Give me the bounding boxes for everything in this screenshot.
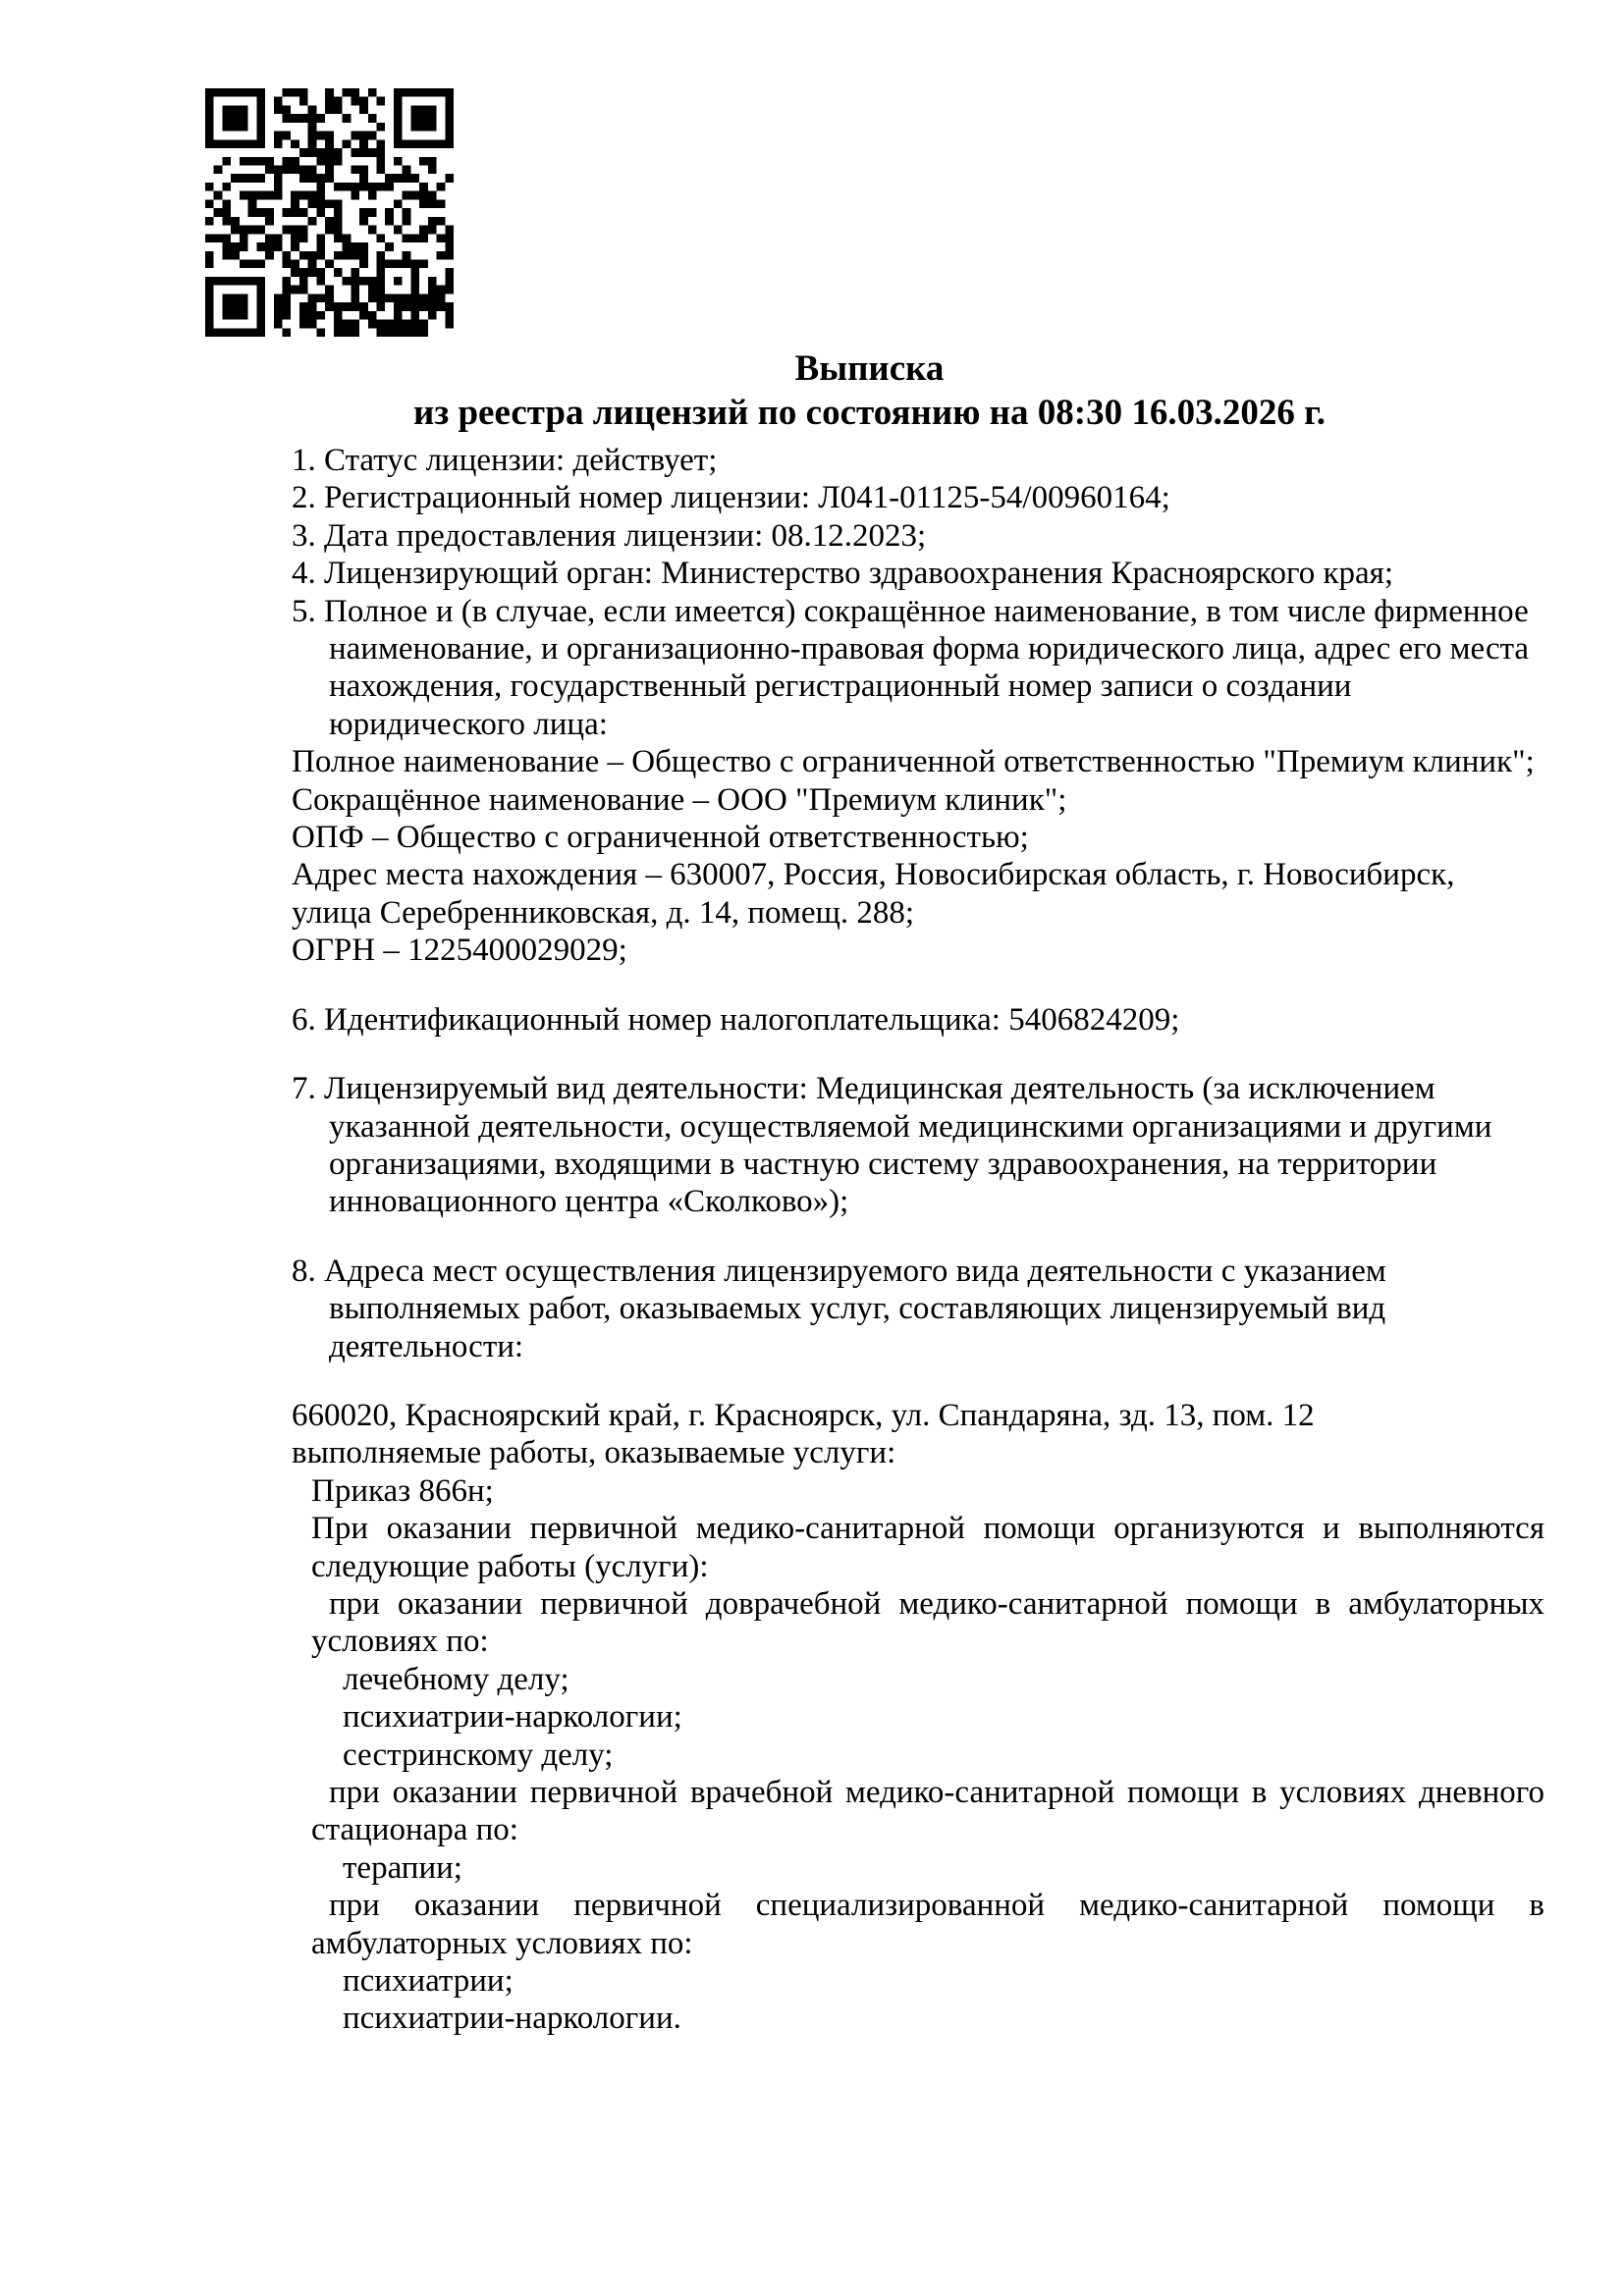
works-services-line: стационара по: xyxy=(311,1812,518,1848)
qr-code-icon xyxy=(205,88,454,337)
licensed-activity-line: 7. Лицензируемый вид деятельности: Медицинская деятельность (за исключением xyxy=(292,1071,1435,1107)
works-services-line: при оказании первичной доврачебной медико-санитарной помощи в амбулаторных xyxy=(329,1585,1544,1622)
name-section-line: наименование, и организационно-правовая форма юридического лица, адрес его места xyxy=(329,631,1530,667)
document-title: Выписка xyxy=(794,348,945,389)
works-services-line: При оказании первичной медико-санитарной помощи организуются и выполняются xyxy=(311,1511,1544,1547)
works-services-line: при оказании первичной врачебной медико-санитарной помощи в условиях дневного xyxy=(329,1775,1544,1810)
inn-line: 6. Идентификационный номер налогоплательщика: 5406824209; xyxy=(292,1001,1180,1038)
works-services-line: условиях по: xyxy=(311,1624,489,1660)
document-content xyxy=(292,347,1544,2038)
activity-addresses-line: деятельности: xyxy=(329,1328,524,1364)
works-services-line: при оказании первичной специализированной медико-санитарной помощи в xyxy=(329,1888,1544,1924)
activity-addresses-line: 8. Адреса мест осуществления лицензируемого вида деятельности с указанием xyxy=(292,1253,1386,1289)
name-section-line: юридического лица: xyxy=(329,706,608,742)
site-address-line: 660020, Красноярский край, г. Красноярск, ул. Спандаряна, зд. 13, пом. 12 xyxy=(292,1397,1315,1433)
document-subtitle: из реестра лицензий по состоянию на 08:30 16.03.2026 г. xyxy=(413,393,1326,433)
grant-date-line: 3. Дата предоставления лицензии: 08.12.2023; xyxy=(292,517,927,554)
document-body xyxy=(292,442,1544,2038)
service-item-line: психиатрии-наркологии; xyxy=(343,1699,682,1735)
name-section-line: 5. Полное и (в случае, если имеется) сокращённое наименование, в том числе фирменное xyxy=(292,593,1529,629)
full-name-line: Полное наименование – Общество с ограниченной ответственностью "Премиум клиник"; xyxy=(292,744,1535,780)
service-item-line: психиатрии; xyxy=(343,1963,514,2000)
works-services-line: амбулаторных условиях по: xyxy=(311,1925,693,1961)
legal-address-line: Адрес места нахождения – 630007, Россия, Новосибирская область, г. Новосибирск, xyxy=(292,857,1455,893)
license-status-line: 1. Статус лицензии: действует; xyxy=(292,443,718,478)
service-item-line: терапии; xyxy=(343,1849,462,1886)
service-item-line: сестринскому делу; xyxy=(343,1736,614,1773)
order-866n-line: Приказ 866н; xyxy=(311,1472,494,1509)
service-item-line: психиатрии-наркологии. xyxy=(343,2001,681,2037)
activity-addresses-line: выполняемых работ, оказываемых услуг, составляющих лицензируемый вид xyxy=(329,1291,1386,1327)
licensed-activity-line: организациями, входящими в частную систему здравоохранения, на территории xyxy=(329,1146,1437,1182)
works-services-heading: выполняемые работы, оказываемые услуги: xyxy=(292,1435,896,1471)
short-name-line: Сокращённое наименование – ООО "Премиум клиник"; xyxy=(292,781,1067,818)
legal-address-line: улица Серебренниковская, д. 14, помещ. 288; xyxy=(292,894,915,931)
name-section-line: нахождения, государственный регистрационный номер записи о создании xyxy=(329,668,1352,705)
legal-form-line: ОПФ – Общество с ограниченной ответственностью; xyxy=(292,820,1029,856)
works-services-line: следующие работы (услуги): xyxy=(311,1548,709,1584)
licensed-activity-line: указанной деятельности, осуществляемой медицинскими организациями и другими xyxy=(329,1108,1492,1145)
service-item-line: лечебному делу; xyxy=(343,1661,569,1697)
document-title-block xyxy=(292,347,1447,435)
licensing-authority-line: 4. Лицензирующий орган: Министерство здравоохранения Красноярского края; xyxy=(292,556,1393,592)
ogrn-line: ОГРН – 1225400029029; xyxy=(292,933,627,969)
licensed-activity-line: инновационного центра «Сколково»); xyxy=(329,1184,849,1220)
registration-number-line: 2. Регистрационный номер лицензии: Л041-01125-54/00960164; xyxy=(292,480,1170,516)
